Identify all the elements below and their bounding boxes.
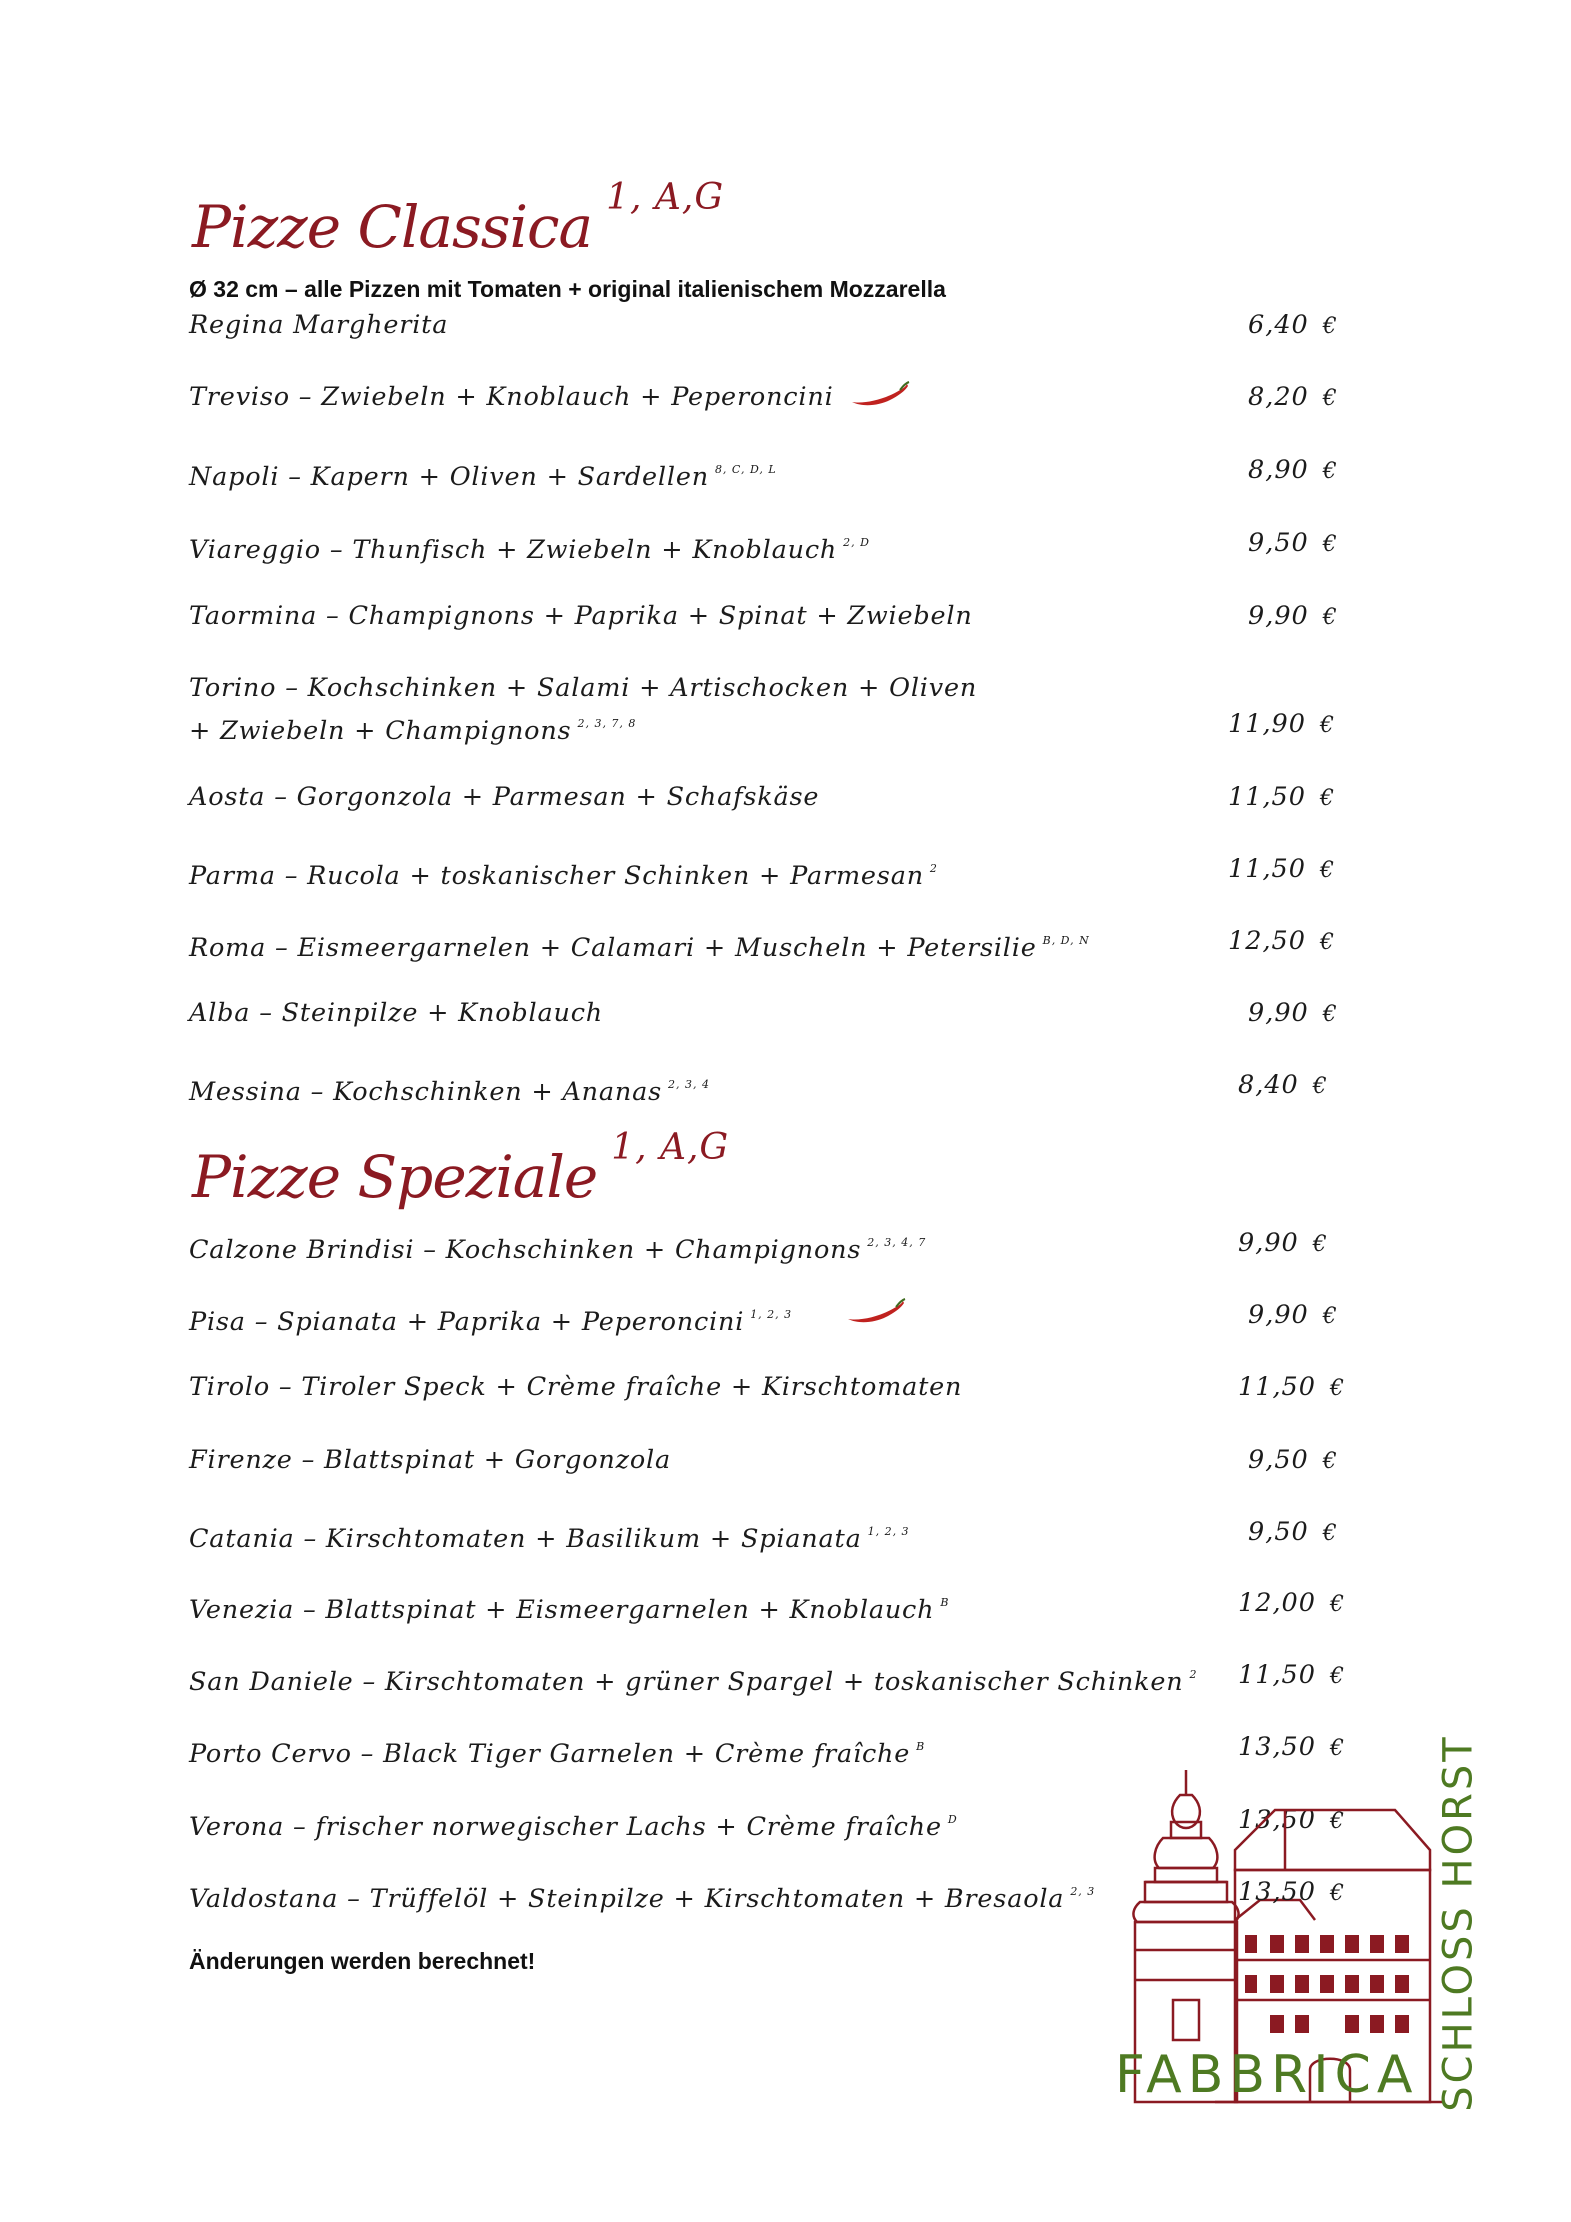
currency-symbol: € [1322,314,1338,339]
menu-item [189,1874,1095,1917]
menu-item [189,1514,910,1557]
currency-symbol: € [1330,1881,1346,1906]
price-value: 9,50 [1248,1445,1309,1475]
menu-item [189,1802,958,1845]
item-price [1238,1225,1328,1263]
currency-symbol: € [1330,1664,1346,1689]
item-price [1238,1585,1345,1623]
menu-item [189,1369,962,1405]
item-name: Verona – frischer norwegischer Lachs + Crème fraîche [189,1812,942,1842]
item-name: Roma – Eismeergarnelen + Calamari + Muscheln + Petersilie [189,933,1037,963]
price-value: 13,50 [1238,1805,1317,1835]
item-name: Catania – Kirschtomaten + Basilikum + Spianata [189,1524,862,1554]
currency-symbol: € [1322,459,1338,484]
price-value: 11,50 [1238,1372,1317,1402]
price-value: 11,50 [1228,782,1307,812]
item-name: Messina – Kochschinken + Ananas [189,1077,663,1107]
item-name: Torino – Kochschinken + Salami + Artischocken + Oliven [189,673,978,703]
currency-symbol: € [1322,1521,1338,1546]
currency-symbol: € [1330,1736,1346,1761]
item-allergens: 2 [929,862,938,875]
price-value: 11,50 [1228,854,1307,884]
menu-item [189,1729,925,1772]
currency-symbol: € [1322,532,1338,557]
item-price [1248,307,1338,345]
currency-symbol: € [1320,858,1336,883]
price-value: 9,90 [1248,601,1309,631]
menu-item [189,1067,710,1110]
item-price [1238,1067,1328,1105]
item-price [1248,525,1338,563]
item-name: Porto Cervo – Black Tiger Garnelen + Crème fraîche [189,1739,911,1769]
item-allergens: 2, 3, 7, 8 [577,717,637,730]
section-title-text: Pizze Speziale [192,1143,598,1211]
menu-item [189,779,819,815]
item-price [1248,598,1338,636]
item-allergens: 8, C, D, L [714,463,777,476]
price-value: 9,90 [1248,1300,1309,1330]
price-value: 12,50 [1228,926,1307,956]
menu-item [189,670,977,706]
item-allergens: 2, D [843,536,870,549]
item-allergens: 2, 3 [1070,1885,1096,1898]
item-allergens: B [940,1596,950,1609]
item-price [1248,1297,1338,1335]
menu-item [189,995,603,1031]
item-price [1248,995,1338,1033]
item-price [1248,452,1338,490]
footer-note: Änderungen werden berechnet! [189,1948,536,1974]
item-name: Taormina – Champignons + Paprika + Spinat + Zwiebeln [189,601,973,631]
item-allergens: B [916,1740,926,1753]
section-title-allergens: 1, A,G [606,177,725,218]
menu-item [189,1657,1198,1700]
item-price [1228,779,1335,817]
item-name: Treviso – Zwiebeln + Knoblauch + Peperoncini [189,382,834,412]
item-price [1248,1442,1338,1480]
item-price [1238,1369,1345,1407]
price-value: 12,00 [1238,1588,1317,1618]
menu-item-continued [189,706,636,749]
item-name: Napoli – Kapern + Oliven + Sardellen [189,462,709,492]
chili-icon [846,1297,906,1327]
item-allergens: 1, 2, 3 [867,1525,910,1538]
currency-symbol: € [1322,1002,1338,1027]
menu-item [189,598,973,634]
logo-side-wordmark: SCHLOSS HORST [1435,1734,1482,2112]
price-value: 9,90 [1248,998,1309,1028]
section-title-text: Pizze Classica [192,193,593,261]
section-subtitle: Ø 32 cm – alle Pizzen mit Tomaten + original italienischem Mozzarella [189,276,946,302]
item-name: Viareggio – Thunfisch + Zwiebeln + Knoblauch [189,535,838,565]
item-name: Regina Margherita [189,310,449,340]
item-name: Venezia – Blattspinat + Eismeergarnelen + Knoblauch [189,1595,935,1625]
price-value: 8,20 [1248,382,1309,412]
menu-item [189,1225,926,1268]
section-title-classica [192,177,725,261]
menu-item [189,1297,792,1340]
price-value: 9,50 [1248,1517,1309,1547]
item-name: Parma – Rucola + toskanischer Schinken + Parmesan [189,861,924,891]
item-price [1238,1874,1345,1912]
currency-symbol: € [1322,1304,1338,1329]
section-title-allergens: 1, A,G [611,1127,730,1168]
menu-item [189,923,1090,966]
section-title-speziale [192,1127,730,1211]
price-value: 9,90 [1238,1228,1299,1258]
currency-symbol: € [1320,930,1336,955]
currency-symbol: € [1330,1592,1346,1617]
item-name: Tirolo – Tiroler Speck + Crème fraîche + Kirschtomaten [189,1372,963,1402]
price-value: 11,90 [1228,709,1307,739]
menu-item [189,851,938,894]
currency-symbol: € [1320,786,1336,811]
currency-symbol: € [1330,1809,1346,1834]
item-price [1238,1657,1345,1695]
currency-symbol: € [1322,605,1338,630]
menu-item [189,307,448,343]
item-price [1228,706,1335,744]
item-price [1228,851,1335,889]
item-name: Calzone Brindisi – Kochschinken + Champignons [189,1235,862,1265]
item-name: San Daniele – Kirschtomaten + grüner Spargel + toskanischer Schinken [189,1667,1184,1697]
price-value: 6,40 [1248,310,1309,340]
item-name: Pisa – Spianata + Paprika + Peperoncini [189,1307,745,1337]
item-allergens: B, D, N [1042,934,1090,947]
item-allergens: 2 [1189,1668,1198,1681]
item-name: Aosta – Gorgonzola + Parmesan + Schafskäse [189,782,820,812]
item-price [1228,923,1335,961]
logo-wordmark: FABBRICA [1115,2045,1419,2105]
menu-item [189,1442,671,1478]
currency-symbol: € [1330,1376,1346,1401]
currency-symbol: € [1312,1232,1328,1257]
menu-item [189,525,870,568]
item-allergens: D [947,1813,958,1826]
price-value: 11,50 [1238,1660,1317,1690]
item-name: Valdostana – Trüffelöl + Steinpilze + Kirschtomaten + Bresaola [189,1884,1065,1914]
price-value: 8,90 [1248,455,1309,485]
item-name-line2: + Zwiebeln + Champignons [189,716,572,746]
currency-symbol: € [1322,1449,1338,1474]
price-value: 8,40 [1238,1070,1299,1100]
menu-item [189,452,777,495]
item-name: Firenze – Blattspinat + Gorgonzola [189,1445,672,1475]
item-price [1248,1514,1338,1552]
item-allergens: 1, 2, 3 [750,1308,793,1321]
item-price [1248,379,1338,417]
item-allergens: 2, 3, 4 [668,1078,710,1091]
currency-symbol: € [1320,713,1336,738]
price-value: 13,50 [1238,1877,1317,1907]
price-value: 9,50 [1248,528,1309,558]
menu-item [189,1585,949,1628]
currency-symbol: € [1312,1074,1328,1099]
chili-icon [850,380,910,410]
item-allergens: 2, 3, 4, 7 [867,1236,927,1249]
menu-item [189,379,834,415]
currency-symbol: € [1322,386,1338,411]
item-name: Alba – Steinpilze + Knoblauch [189,998,604,1028]
price-value: 13,50 [1238,1732,1317,1762]
